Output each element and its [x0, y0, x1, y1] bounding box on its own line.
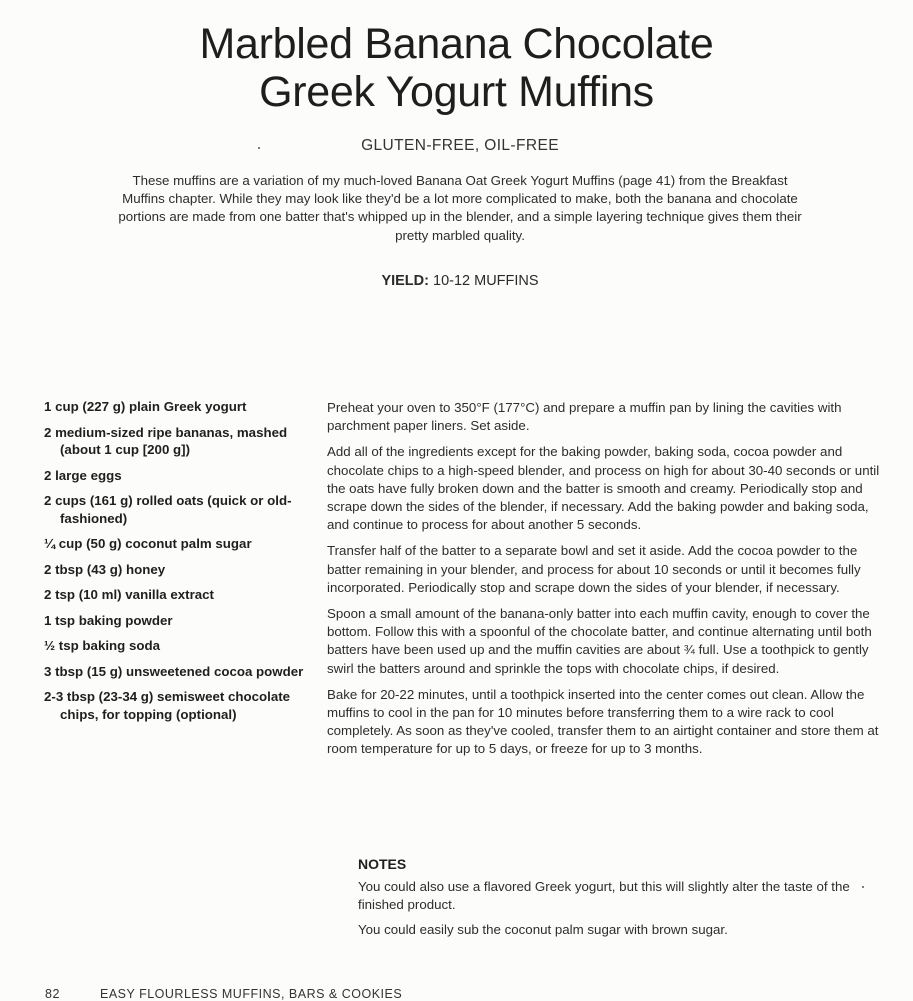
ingredient-item: 1 tsp baking powder — [44, 612, 173, 628]
notes-heading: NOTES — [358, 856, 407, 872]
print-speck — [862, 886, 864, 888]
ingredient-item: ¼ cup (50 g) coconut palm sugar — [44, 536, 252, 551]
notes-section — [358, 856, 858, 947]
ingredient-item: 1 cup (227 g) plain Greek yogurt — [44, 399, 247, 414]
recipe-title — [0, 20, 913, 116]
yield-value: 10-12 MUFFINS — [433, 273, 539, 289]
ingredient-item: 2 tbsp (43 g) honey — [44, 561, 166, 577]
ingredient-item: 3 tbsp (15 g) unsweetened cocoa powder — [44, 663, 304, 679]
ingredient-list — [44, 398, 304, 731]
recipe-intro: These muffins are a variation of my much-loved Banana Oat Greek Yogurt Muffins (page 41) from the Breakfast Muffins chapter. While they may look like they'd be a lot more complicated to make, both the banana and chocolate portions are made from one batter that's whipped up in the blender, and a simple layering technique gives them their pretty marbled quality. — [118, 173, 802, 243]
method-step: Preheat your oven to 350°F (177°C) and prepare a muffin pan by lining the cavities with parchment paper liners. Set aside. — [327, 400, 842, 434]
ingredient-item: 2-3 tbsp (23-34 g) semisweet chocolate chips, for topping (optional) — [44, 689, 291, 722]
book-section-title: EASY FLOURLESS MUFFINS, BARS & COOKIES — [100, 987, 403, 1001]
method-step: Spoon a small amount of the banana-only batter into each muffin cavity, enough to cover the bottom. Follow this with a spoonful of the chocolate batter, and continue alternating until both batters have been used up and the muffin cavities are about ¾ full. Use a toothpick to gently swirl the batters around and sprinkle the tops with chocolate chips, if desired. — [327, 606, 872, 676]
ingredient-item: 2 tsp (10 ml) vanilla extract — [44, 587, 214, 602]
ingredient-item: 2 medium-sized ripe bananas, mashed (about 1 cup [200 g]) — [44, 424, 288, 457]
yield-label: YIELD: — [381, 273, 429, 289]
page-number: 82 — [45, 987, 60, 1001]
method-step: Bake for 20-22 minutes, until a toothpick inserted into the center comes out clean. Allow the muffins to cool in the pan for 10 minutes before transferring them to a wire rack to cool completely. As soon as they've cooled, transfer them to an airtight container and store them at room temperature for up to 5 days, or freeze for up to 3 months. — [327, 686, 879, 757]
method-step: Transfer half of the batter to a separate bowl and set it aside. Add the cocoa powder to the batter remaining in your blender, and process for about 10 seconds or until it becomes fully incorporated. Periodically stop and scrape down the sides of your blender, if necessary. — [327, 543, 861, 595]
title-line-2: Greek Yogurt Muffins — [259, 68, 654, 116]
recipe-yield — [0, 273, 913, 289]
note-item: You could easily sub the coconut palm sugar with brown sugar. — [358, 922, 728, 938]
page-footer — [45, 987, 403, 1001]
note-item: You could also use a flavored Greek yogurt, but this will slightly alter the taste of the finished product. — [358, 879, 850, 913]
title-line-1: Marbled Banana Chocolate — [199, 20, 714, 68]
ingredient-item: 2 large eggs — [44, 467, 122, 483]
recipe-subtitle: GLUTEN-FREE, OIL-FREE — [361, 137, 559, 154]
method-step: Add all of the ingredients except for the baking powder, baking soda, cocoa powder and chocolate chips to a high-speed blender, and process on high for about 30-40 seconds or until the oats have fully broken down and the batter is smooth and creamy. Periodically stop and scrape down the sides of the blender, if necessary. Add the baking powder and baking soda, and continue to process for about another 5 seconds. — [327, 444, 880, 533]
ingredient-item: 2 cups (161 g) rolled oats (quick or old-fashioned) — [44, 493, 292, 526]
method-steps — [327, 399, 887, 767]
ingredient-item: ½ tsp baking soda — [44, 638, 161, 653]
